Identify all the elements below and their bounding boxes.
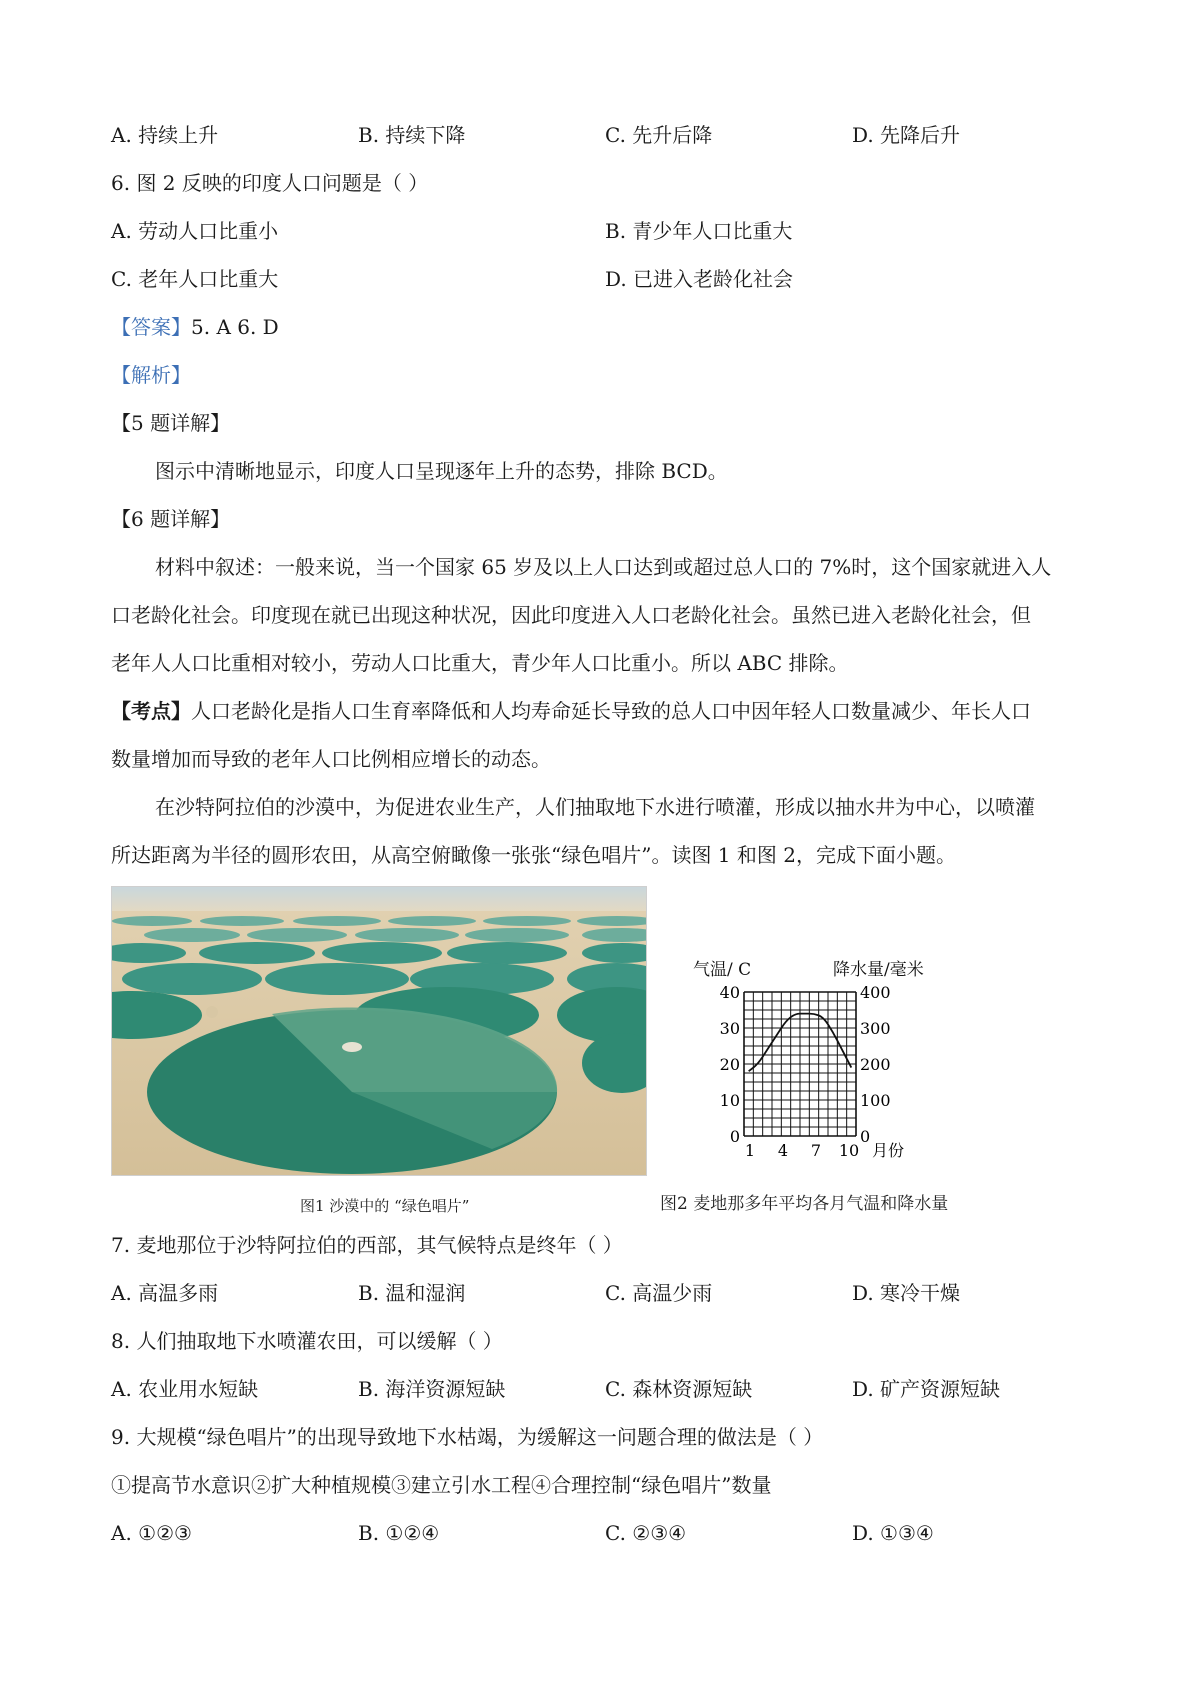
analysis-tag: 【解析】 [111, 363, 191, 387]
right-axis-label: 降水量/毫米 [833, 960, 924, 980]
q9-option-a: A. ①②③ [111, 1521, 192, 1545]
q6-detail-line-1: 材料中叙述：一般来说，当一个国家 65 岁及以上人口达到或超过总人口的 7%时，这个国家就进入人 [155, 555, 1052, 579]
q5-option-b: B. 持续下降 [358, 123, 466, 147]
q6-detail-line-2: 口老龄化社会。印度现在就已出现这种状况，因此印度进入人口老龄化社会。虽然已进入老龄化社会，但 [111, 603, 1031, 627]
q6-detail-heading: 【6 题详解】 [111, 507, 231, 531]
figure-2-caption: 图2 麦地那多年平均各月气温和降水量 [660, 1194, 949, 1214]
figure-1-photo [111, 886, 647, 1176]
q8-option-a: A. 农业用水短缺 [111, 1377, 259, 1401]
q7-option-c: C. 高温少雨 [605, 1281, 713, 1305]
left-tick-40: 40 [719, 983, 740, 1002]
right-tick-0: 0 [860, 1127, 871, 1146]
green-records-illustration [112, 887, 647, 1176]
x-tick-4: 4 [777, 1141, 789, 1160]
q9-option-c: C. ②③④ [605, 1521, 687, 1545]
q8-option-c: C. 森林资源短缺 [605, 1377, 753, 1401]
left-tick-0: 0 [729, 1127, 740, 1146]
left-axis-label: 气温/ C [693, 960, 752, 980]
q6-option-a: A. 劳动人口比重小 [111, 219, 279, 243]
left-tick-10: 10 [719, 1091, 740, 1110]
x-tick-7: 7 [810, 1141, 822, 1160]
q5-detail-heading: 【5 题详解】 [111, 411, 231, 435]
q7-option-b: B. 温和湿润 [358, 1281, 466, 1305]
kaodian-text-1: 人口老龄化是指人口生育率降低和人均寿命延长导致的总人口中因年轻人口数量减少、年长人口 [191, 699, 1031, 723]
right-ticks [860, 983, 891, 1146]
passage-line-1: 在沙特阿拉伯的沙漠中，为促进农业生产，人们抽取地下水进行喷灌，形成以抽水井为中心，以喷灌 [155, 795, 1035, 819]
q9-statement: ①提高节水意识②扩大种植规模③建立引水工程④合理控制“绿色唱片”数量 [111, 1473, 772, 1497]
q6-question: 6. 图 2 反映的印度人口问题是（ ） [111, 171, 429, 195]
q8-option-d: D. 矿产资源短缺 [852, 1377, 1001, 1401]
left-tick-30: 30 [719, 1019, 740, 1038]
q9-question: 9. 大规模“绿色唱片”的出现导致地下水枯竭，为缓解这一问题合理的做法是（ ） [111, 1425, 824, 1449]
q5-option-c: C. 先升后降 [605, 123, 713, 147]
q6-option-d: D. 已进入老龄化社会 [605, 267, 794, 291]
q5-option-d: D. 先降后升 [852, 123, 961, 147]
answer-tag: 【答案】 [111, 315, 191, 339]
right-tick-100: 100 [860, 1091, 891, 1110]
x-axis-unit: 月份 [872, 1141, 905, 1160]
kaodian-tag: 【考点】 [111, 699, 191, 723]
q9-option-d: D. ①③④ [852, 1521, 934, 1545]
right-tick-300: 300 [860, 1019, 891, 1038]
x-tick-10: 10 [838, 1141, 860, 1160]
x-tick-1: 1 [744, 1141, 756, 1160]
figure-1-caption: 图1 沙漠中的 “绿色唱片” [300, 1197, 470, 1215]
answer-text: 5. A 6. D [191, 315, 279, 339]
q8-question: 8. 人们抽取地下水喷灌农田，可以缓解（ ） [111, 1329, 503, 1353]
q6-option-c: C. 老年人口比重大 [111, 267, 279, 291]
q7-option-d: D. 寒冷干燥 [852, 1281, 961, 1305]
q6-detail-line-3: 老年人人口比重相对较小，劳动人口比重大，青少年人口比重小。所以 ABC 排除。 [111, 651, 849, 675]
q5-detail-text: 图示中清晰地显示，印度人口呈现逐年上升的态势，排除 BCD。 [155, 459, 728, 483]
left-tick-20: 20 [719, 1055, 740, 1074]
x-ticks [745, 1141, 904, 1160]
q8-option-b: B. 海洋资源短缺 [358, 1377, 506, 1401]
q7-option-a: A. 高温多雨 [111, 1281, 219, 1305]
q5-option-a: A. 持续上升 [111, 123, 219, 147]
figure-2-climate-chart [688, 958, 948, 1170]
kaodian-line-1 [111, 696, 1031, 726]
q9-option-b: B. ①②④ [358, 1521, 440, 1545]
right-tick-400: 400 [860, 983, 891, 1002]
left-ticks [720, 983, 740, 1146]
q7-question: 7. 麦地那位于沙特阿拉伯的西部，其气候特点是终年（ ） [111, 1233, 623, 1257]
answer-line [111, 312, 279, 342]
kaodian-line-2: 数量增加而导致的老年人口比例相应增长的动态。 [111, 747, 551, 771]
q6-option-b: B. 青少年人口比重大 [605, 219, 793, 243]
passage-line-2: 所达距离为半径的圆形农田，从高空俯瞰像一张张“绿色唱片”。读图 1 和图 2，完成下面小题。 [111, 843, 956, 867]
right-tick-200: 200 [860, 1055, 891, 1074]
